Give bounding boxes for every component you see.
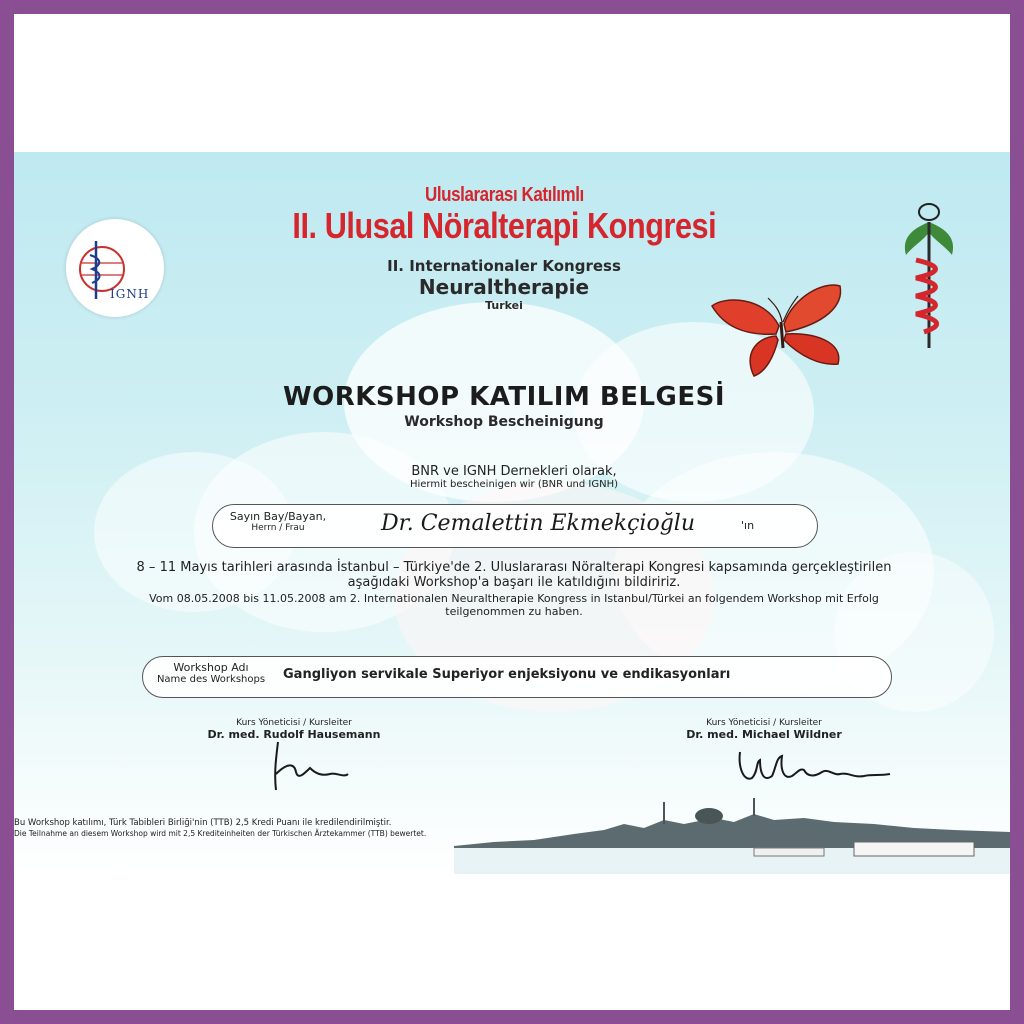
signer-right-name: Dr. med. Michael Wildner [686, 728, 842, 741]
recipient-name: Dr. Cemalettin Ekmekçioğlu [381, 511, 695, 536]
body-de-1: Vom 08.05.2008 bis 11.05.2008 am 2. Internationalen Neuraltherapie Kongress in Istanbul/Türkei an folgendem Workshop mit Erfolg [149, 592, 879, 605]
workshop-label-tr: Workshop Adı [173, 661, 249, 674]
intro-block [304, 464, 724, 490]
header-line-5: Turkei [485, 299, 523, 312]
globe-icon [66, 219, 164, 317]
footer-de: Die Teilnahme an diesem Workshop wird mit 2,5 Krediteinheiten der Türkischen Ärztekammer (TTB) bewertet. [14, 829, 427, 838]
workshop-name: Gangliyon servikale Superiyor enjeksiyonu ve endikasyonları [283, 667, 731, 682]
istanbul-skyline [454, 784, 1010, 874]
workshop-label [149, 661, 273, 685]
ignh-logo [66, 219, 164, 317]
title-block [244, 382, 764, 430]
workshop-label-de: Name des Workshops [156, 674, 266, 685]
recipient-box [212, 504, 818, 548]
caduceus-icon [894, 200, 964, 350]
butterfly-icon [704, 276, 854, 386]
header-line-3: II. Internationaler Kongress [387, 257, 621, 275]
body-tr-2: aşağıdaki Workshop'a başarı ile katıldığını bildiririz. [347, 575, 681, 590]
header-block [244, 184, 764, 312]
header-line-1: Uluslararası Katılımlı [424, 184, 584, 206]
recipient-suffix: 'ın [741, 519, 755, 532]
congress-title: II. Ulusal Nöralterapi Kongresi [292, 205, 716, 246]
footer-notes [14, 818, 474, 838]
footer-tr: Bu Workshop katılımı, Türk Tabibleri Birliği'nin (TTB) 2,5 Kredi Puanı ile kredilendirilmiştir. [14, 818, 392, 828]
certificate-title: WORKSHOP KATILIM BELGESİ [282, 382, 726, 412]
body-tr-1: 8 – 11 Mayıs tarihleri arasında İstanbul – Türkiye'de 2. Uluslararası Nöralterapi Kongresi kapsamında gerçekleştirilen [136, 560, 892, 575]
signer-right-role: Kurs Yöneticisi / Kursleiter [706, 718, 822, 728]
recipient-label-de: Herrn / Frau [251, 523, 305, 533]
intro-de: Hiermit bescheinigen wir (BNR und IGNH) [409, 479, 619, 490]
intro-tr: BNR ve IGNH Dernekleri olarak, [411, 464, 617, 479]
certificate-paper [14, 14, 1010, 1010]
header-line-4: Neuraltherapie [418, 275, 590, 299]
certificate-subtitle: Workshop Bescheinigung [404, 414, 604, 430]
recipient-label [223, 510, 333, 533]
recipient-label-tr: Sayın Bay/Bayan, [229, 510, 327, 523]
signer-left-name: Dr. med. Rudolf Hausemann [207, 728, 381, 741]
signature-left [264, 734, 364, 804]
workshop-box [142, 656, 892, 698]
body-de-2: teilgenommen zu haben. [445, 605, 583, 618]
signer-left-role: Kurs Yöneticisi / Kursleiter [236, 718, 352, 728]
ignh-logo-text: IGNH [110, 287, 150, 301]
body-block [54, 560, 974, 618]
